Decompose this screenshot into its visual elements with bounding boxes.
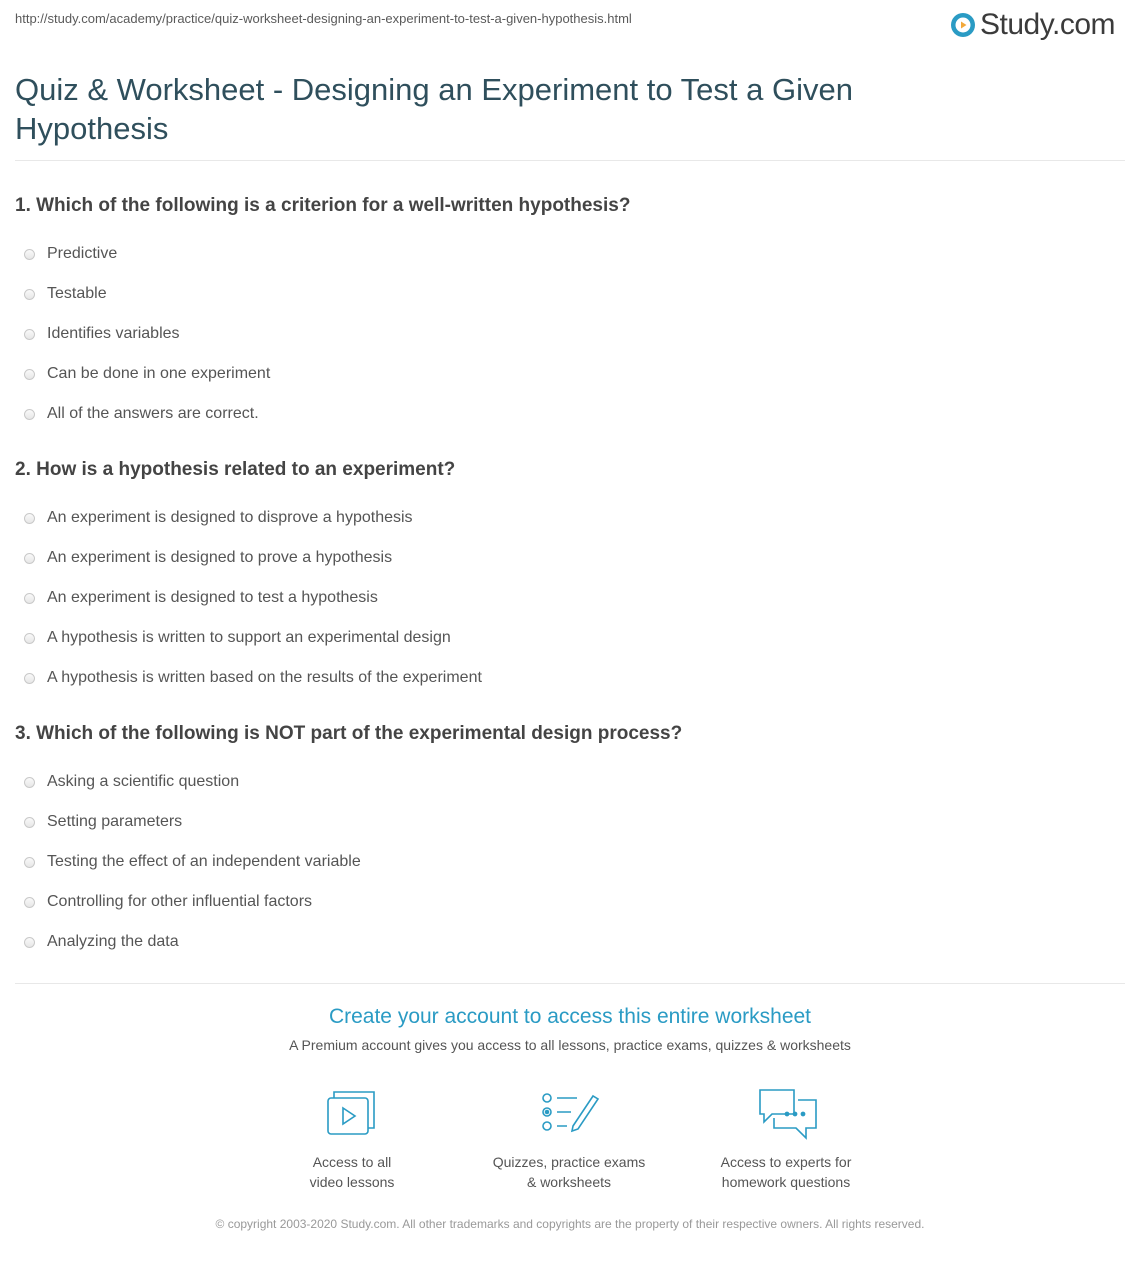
- question-text: 1. Which of the following is a criterion for a well-written hypothesis?: [15, 195, 631, 216]
- answer-option[interactable]: [15, 618, 1115, 658]
- option-label: Setting parameters: [47, 813, 183, 830]
- question-3: [15, 722, 1115, 962]
- option-label: Analyzing the data: [47, 933, 179, 950]
- radio-button[interactable]: [24, 329, 35, 340]
- feature-label-line: video lessons: [309, 1174, 395, 1190]
- cta-title[interactable]: Create your account to access this entire worksheet: [328, 1005, 812, 1028]
- feature-label-line: Quizzes, practice exams: [492, 1154, 646, 1170]
- radio-button[interactable]: [24, 369, 35, 380]
- option-label: Testable: [47, 285, 107, 302]
- radio-button[interactable]: [24, 937, 35, 948]
- radio-button[interactable]: [24, 633, 35, 644]
- radio-button[interactable]: [24, 249, 35, 260]
- logo-text: Study.com: [980, 8, 1115, 41]
- option-label: All of the answers are correct.: [47, 405, 259, 422]
- answer-option[interactable]: [15, 882, 1115, 922]
- question-2: [15, 458, 1115, 698]
- option-label: An experiment is designed to disprove a hypothesis: [47, 509, 413, 526]
- option-label: A hypothesis is written to support an experimental design: [47, 629, 451, 646]
- radio-button[interactable]: [24, 409, 35, 420]
- page-title: Quiz & Worksheet - Designing an Experiment to Test a Given Hypothesis: [15, 72, 853, 146]
- option-label: Predictive: [47, 245, 118, 262]
- play-circle-icon: [950, 12, 976, 38]
- answer-option[interactable]: [15, 762, 1115, 802]
- question-text: 2. How is a hypothesis related to an experiment?: [15, 459, 456, 480]
- feature-quizzes: [469, 1086, 669, 1192]
- answer-option[interactable]: [15, 538, 1115, 578]
- answer-option[interactable]: [15, 274, 1115, 314]
- divider: [15, 160, 1125, 161]
- answer-option[interactable]: [15, 802, 1115, 842]
- feature-label-line: & worksheets: [526, 1174, 612, 1190]
- option-label: An experiment is designed to prove a hypothesis: [47, 549, 393, 566]
- answer-option[interactable]: [15, 658, 1115, 698]
- option-label: An experiment is designed to test a hypothesis: [47, 589, 378, 606]
- option-label: Can be done in one experiment: [47, 365, 271, 382]
- radio-button[interactable]: [24, 777, 35, 788]
- radio-button[interactable]: [24, 897, 35, 908]
- feature-label-line: homework questions: [721, 1174, 851, 1190]
- radio-button[interactable]: [24, 673, 35, 684]
- answer-option[interactable]: [15, 234, 1115, 274]
- cta-subtitle: A Premium account gives you access to all lessons, practice exams, quizzes & worksheets: [289, 1037, 851, 1053]
- answer-option[interactable]: [15, 842, 1115, 882]
- option-label: Asking a scientific question: [47, 773, 240, 790]
- video-lessons-icon: [320, 1086, 384, 1142]
- radio-button[interactable]: [24, 553, 35, 564]
- feature-label-line: Access to all: [312, 1154, 392, 1170]
- option-label: Controlling for other influential factors: [47, 893, 313, 910]
- answer-option[interactable]: [15, 394, 1115, 434]
- radio-button[interactable]: [24, 513, 35, 524]
- answer-option[interactable]: [15, 314, 1115, 354]
- feature-experts: [686, 1086, 886, 1192]
- answer-option[interactable]: [15, 498, 1115, 538]
- question-text: 3. Which of the following is NOT part of the experimental design process?: [15, 723, 683, 744]
- answer-option[interactable]: [15, 922, 1115, 962]
- feature-video-lessons: [252, 1086, 452, 1192]
- answer-option[interactable]: [15, 578, 1115, 618]
- option-label: Testing the effect of an independent variable: [47, 853, 361, 870]
- divider: [15, 983, 1125, 984]
- study-logo[interactable]: [950, 8, 1115, 42]
- page-url[interactable]: http://study.com/academy/practice/quiz-worksheet-designing-an-experiment-to-test-a-given-hypothesis.html: [15, 11, 632, 26]
- question-1: [15, 194, 1115, 434]
- radio-button[interactable]: [24, 817, 35, 828]
- feature-label-line: Access to experts for: [720, 1154, 852, 1170]
- quiz-checklist-icon: [537, 1086, 601, 1142]
- radio-button[interactable]: [24, 593, 35, 604]
- radio-button[interactable]: [24, 289, 35, 300]
- option-label: A hypothesis is written based on the results of the experiment: [47, 669, 482, 686]
- chat-bubbles-icon: [754, 1086, 818, 1142]
- top-bar: [15, 0, 1125, 50]
- option-label: Identifies variables: [47, 325, 180, 342]
- copyright: © copyright 2003-2020 Study.com. All other trademarks and copyrights are the property of their respective owners. All rights reserved.: [215, 1217, 925, 1231]
- answer-option[interactable]: [15, 354, 1115, 394]
- radio-button[interactable]: [24, 857, 35, 868]
